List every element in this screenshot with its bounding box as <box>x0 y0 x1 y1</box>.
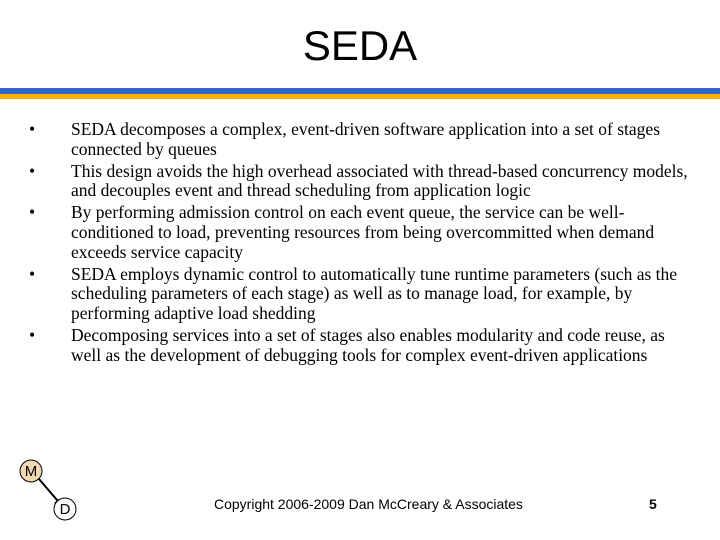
bullet-item <box>29 203 689 262</box>
logo-top-letter: M <box>24 463 38 480</box>
bullet-item <box>29 265 689 324</box>
bullet-list <box>29 120 689 368</box>
bullet-item <box>29 120 689 159</box>
bullet-text: SEDA employs dynamic control to automatically tune runtime parameters (such as the scheduling parameters of each stage) as well as to manage load, for example, by performing adaptive load shedding <box>71 263 678 323</box>
bullet-icon: • <box>29 202 36 223</box>
logo-icon <box>0 450 100 530</box>
page-number: 5 <box>649 496 657 512</box>
bullet-text: This design avoids the high overhead associated with thread-based concurrency models, and decouples event and thread scheduling from application logic <box>71 160 688 201</box>
title-divider-orange <box>0 94 720 99</box>
bullet-item <box>29 326 689 365</box>
bullet-icon: • <box>29 119 36 139</box>
bullet-item <box>29 162 689 201</box>
bullet-text: SEDA decomposes a complex, event-driven software application into a set of stages connected by queues <box>71 119 661 159</box>
bullet-text: Decomposing services into a set of stages also enables modularity and code reuse, as well as the development of debugging tools for complex event-driven applications <box>71 324 665 365</box>
bullet-text: By performing admission control on each event queue, the service can be well-conditioned to load, preventing resources from being overcommitted when demand exceeds service capacity <box>71 202 655 262</box>
bullet-icon: • <box>29 263 36 284</box>
logo-bottom-letter: D <box>59 501 71 518</box>
footer-copyright: Copyright 2006-2009 Dan McCreary & Associates <box>214 496 523 512</box>
slide-title: SEDA <box>302 22 418 69</box>
bullet-icon: • <box>29 324 36 345</box>
bullet-icon: • <box>29 160 36 181</box>
